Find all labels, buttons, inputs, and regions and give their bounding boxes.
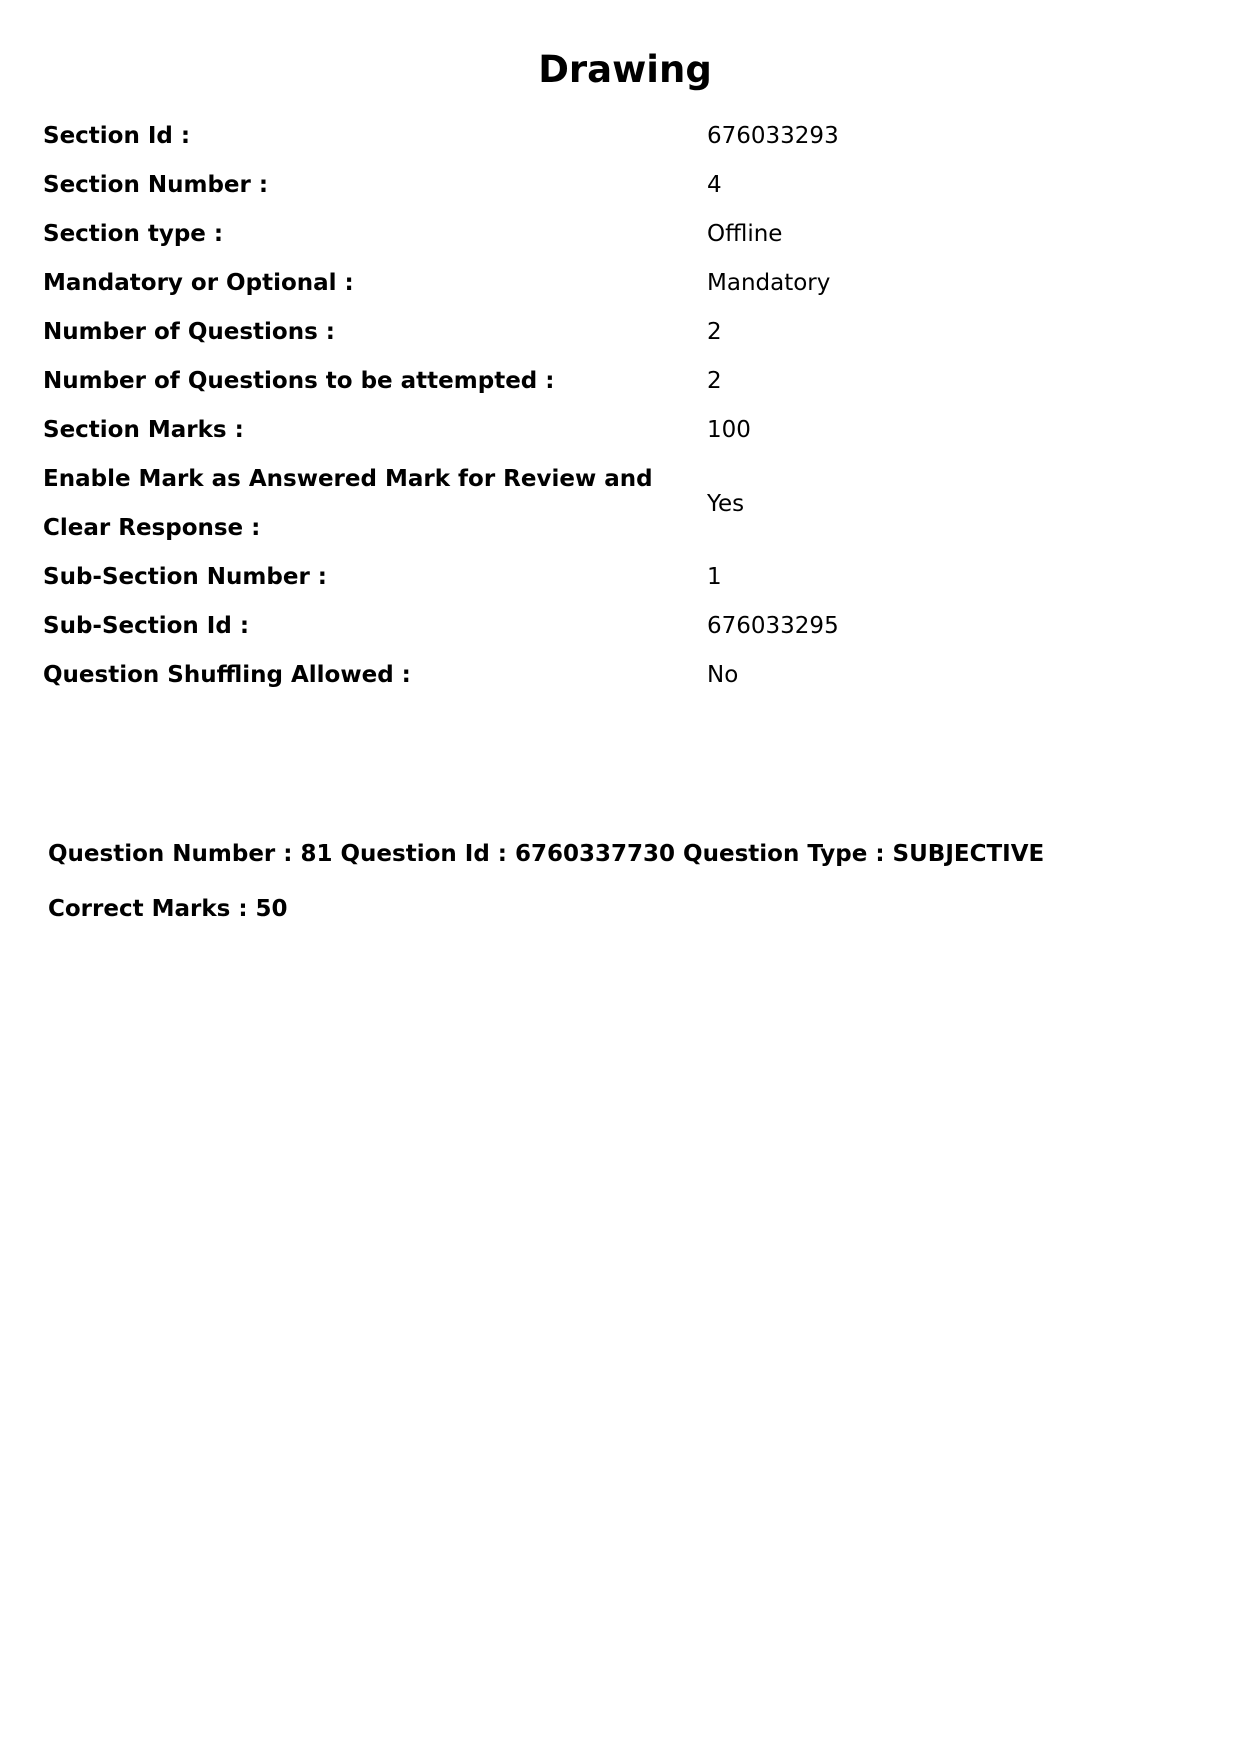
info-label: Number of Questions to be attempted : — [43, 368, 555, 394]
info-row-number-of-questions — [43, 308, 863, 357]
info-value: 2 — [707, 368, 722, 394]
info-row-section-marks — [43, 406, 863, 455]
info-label: Section type : — [43, 221, 224, 247]
info-label: Sub-Section Number : — [43, 564, 328, 590]
info-value: 100 — [707, 417, 751, 443]
info-row-questions-to-attempt — [43, 357, 863, 406]
info-row-sub-section-id — [43, 602, 863, 651]
info-value: 676033295 — [707, 613, 839, 639]
info-label: Sub-Section Id : — [43, 613, 250, 639]
info-row-enable-mark-answered — [43, 455, 863, 553]
info-row-sub-section-number — [43, 553, 863, 602]
info-value: 1 — [707, 564, 722, 590]
info-value: No — [707, 662, 739, 688]
info-value: 4 — [707, 172, 722, 198]
info-label: Section Id : — [43, 123, 191, 149]
info-value: Mandatory — [707, 270, 831, 296]
info-row-section-number — [43, 161, 863, 210]
page-title: Drawing — [538, 48, 712, 91]
info-label: Enable Mark as Answered Mark for Review and Clear Response : — [43, 466, 653, 541]
info-label: Section Number : — [43, 172, 269, 198]
section-info-table — [43, 112, 863, 700]
info-value: 2 — [707, 319, 722, 345]
question-block — [48, 827, 1198, 937]
info-label: Question Shuffling Allowed : — [43, 662, 411, 688]
info-label: Number of Questions : — [43, 319, 335, 345]
info-value: Offline — [707, 221, 783, 247]
info-row-section-id — [43, 112, 863, 161]
info-label: Section Marks : — [43, 417, 244, 443]
info-value: 676033293 — [707, 123, 839, 149]
info-row-section-type — [43, 210, 863, 259]
info-row-mandatory-optional — [43, 259, 863, 308]
question-header: Question Number : 81 Question Id : 6760337730 Question Type : SUBJECTIVE — [48, 841, 1045, 867]
correct-marks: Correct Marks : 50 — [48, 896, 288, 922]
info-value: Yes — [707, 490, 745, 517]
info-label: Mandatory or Optional : — [43, 270, 354, 296]
info-row-question-shuffling — [43, 651, 863, 700]
